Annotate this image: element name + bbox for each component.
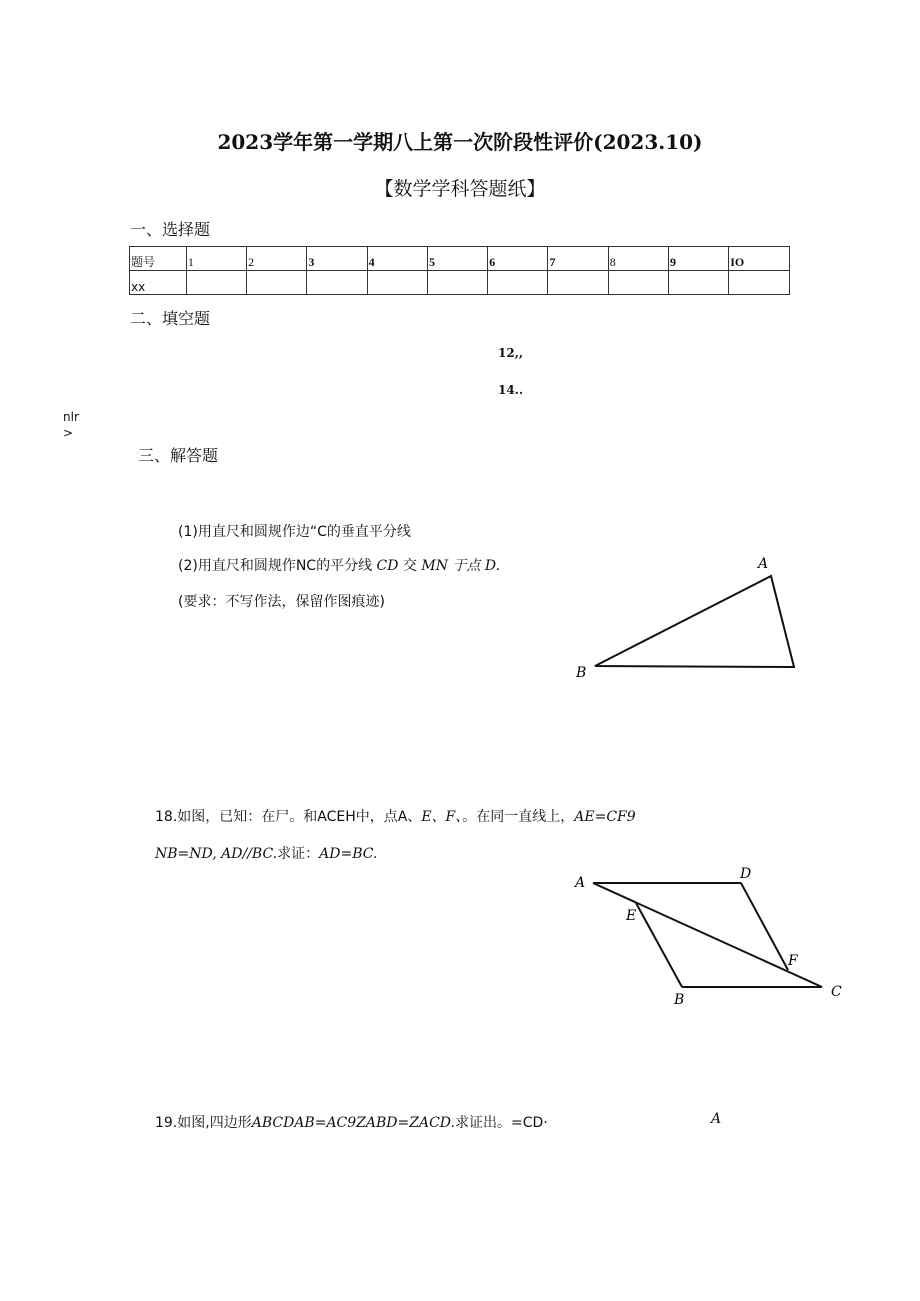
question-number-3: 3: [307, 247, 367, 271]
q18-line2-mid: 求证：: [277, 846, 320, 862]
q19-line: [155, 1112, 548, 1132]
q18-line1-end: AE=CF9: [574, 809, 636, 825]
q19-mid: 求证出。=CD·: [454, 1115, 548, 1131]
stray-mark-2: >: [63, 426, 74, 440]
q18-parallelogram-figure: [565, 860, 855, 1010]
q18-line1: [155, 806, 636, 826]
q19-prefix: 19.如图,四边形: [155, 1115, 252, 1131]
table-row: [130, 271, 790, 295]
question-number-7: 7: [548, 247, 608, 271]
answer-cell-4[interactable]: [367, 271, 427, 295]
section-choice-heading: 一、选择题: [130, 220, 211, 239]
q19-given: ABCDAB=AC9ZABD=ZACD.: [251, 1115, 455, 1131]
page-subtitle: 【数学学科答题纸】: [374, 178, 546, 200]
question-number-10: IO: [729, 247, 790, 271]
table-header-cell: 题号: [130, 247, 187, 271]
q18-line2: [155, 843, 377, 863]
label-f: F: [788, 953, 798, 969]
page-title: 2023学年第一学期八上第一次阶段性评价(2023.10): [217, 130, 703, 154]
q17-line1: (1)用直尺和圆规作边“C的垂直平分线: [178, 524, 411, 540]
q18-line2-end: AD=BC.: [319, 846, 378, 862]
triangle-abc: [595, 576, 794, 667]
answer-cell-10[interactable]: [729, 271, 790, 295]
answer-cell-7[interactable]: [548, 271, 608, 295]
q18-line1-prefix: 18.如图，已知：在尸。和ACEH中，点A、: [155, 809, 422, 825]
q17-line2-mn: MN: [421, 558, 448, 574]
answer-cell-8[interactable]: [608, 271, 668, 295]
answer-cell-6[interactable]: [488, 271, 548, 295]
segment-eb: [636, 903, 682, 987]
blank-14: 14..: [498, 383, 524, 397]
q17-line2-cd: CD: [376, 558, 399, 574]
q18-line1-mid: 。在同一直线上，: [462, 809, 575, 825]
question-number-5: 5: [427, 247, 487, 271]
q18-line2-given: NB=ND, AD//BC.: [155, 846, 278, 862]
answer-row-head: xx: [130, 271, 187, 295]
q17-triangle-figure: [560, 550, 820, 690]
answer-table: [129, 246, 790, 295]
label-a: A: [758, 556, 769, 572]
table-row: [130, 247, 790, 271]
blank-12: 12,,: [498, 346, 524, 360]
q18-line1-ef: E、F、: [421, 809, 463, 825]
question-number-2: 2: [247, 247, 307, 271]
question-number-9: 9: [669, 247, 729, 271]
q17-line2: [178, 555, 500, 575]
question-number-1: 1: [186, 247, 246, 271]
q17-line2-suffix: 于点: [452, 558, 481, 574]
label-c: C: [831, 984, 842, 1000]
segment-df: [741, 883, 788, 970]
stray-mark-1: nlr: [63, 410, 79, 424]
answer-cell-3[interactable]: [307, 271, 367, 295]
answer-cell-2[interactable]: [247, 271, 307, 295]
answer-cell-9[interactable]: [669, 271, 729, 295]
label-b: B: [674, 992, 685, 1008]
q17-line2-prefix: (2)用直尺和圆规作NC的平分线: [178, 558, 373, 574]
q17-line2-mid: 交: [402, 558, 417, 574]
question-number-8: 8: [608, 247, 668, 271]
question-number-6: 6: [488, 247, 548, 271]
section-fill-heading: 二、填空题: [130, 309, 211, 328]
label-e: E: [626, 908, 637, 924]
label-d: D: [740, 866, 752, 882]
label-a: A: [575, 875, 586, 891]
section-solve-heading: 三、解答题: [138, 446, 219, 465]
q17-line2-end: D.: [484, 558, 501, 574]
label-b: B: [576, 665, 587, 681]
segment-ac: [593, 883, 822, 987]
q19-label-a: A: [711, 1111, 722, 1127]
answer-cell-1[interactable]: [186, 271, 246, 295]
question-number-4: 4: [367, 247, 427, 271]
answer-cell-5[interactable]: [427, 271, 487, 295]
q17-line3: (要求：不写作法，保留作图痕迹): [178, 594, 385, 610]
